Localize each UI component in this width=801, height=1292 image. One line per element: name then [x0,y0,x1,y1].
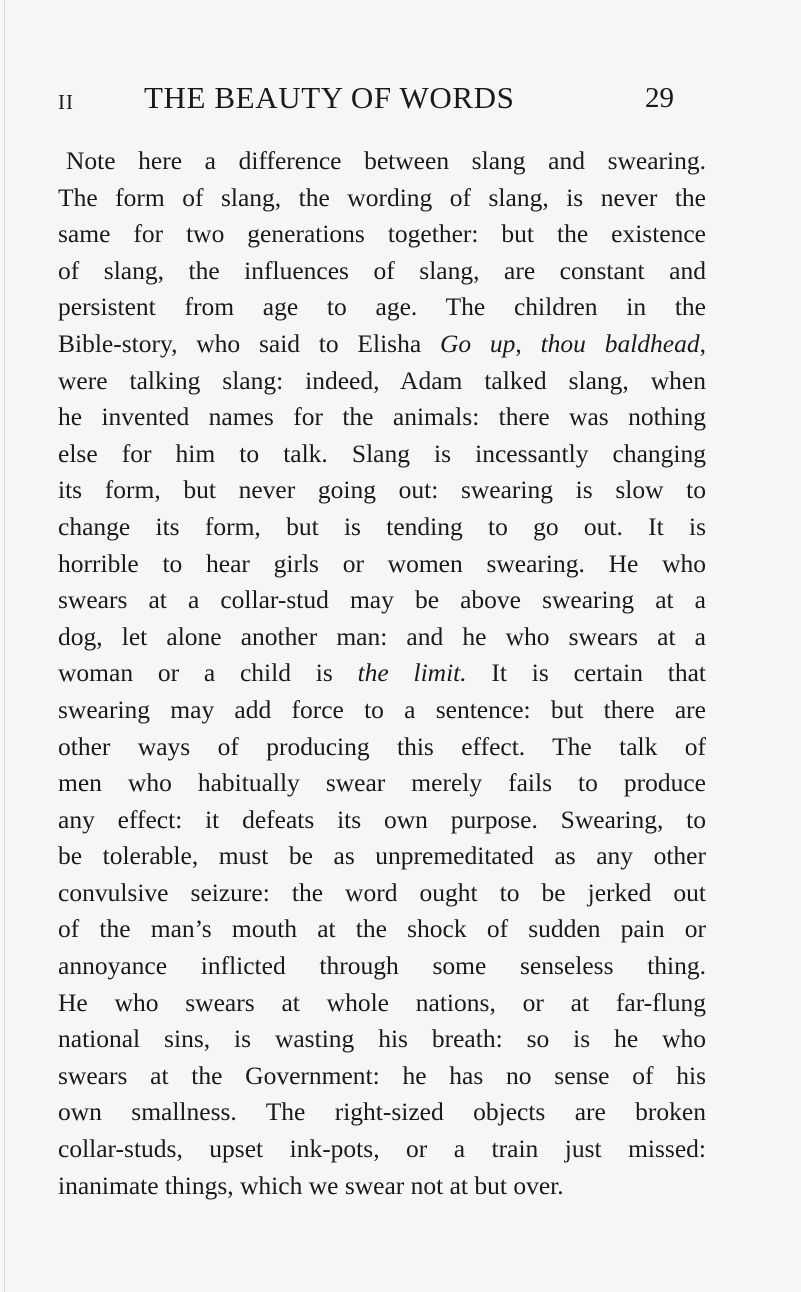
text-line: annoyance inflicted through some senseless thing. [58,951,706,981]
text-line: convulsive seizure: the word ought to be jerked out [58,877,706,907]
text-line: men who habitually swear merely fails to produce [58,768,706,798]
text-line: national sins, is wasting his breath: so is he who [58,1024,706,1054]
text-line: The form of slang, the wording of slang, is never the [58,182,706,212]
italic-phrase: Go up [439,328,516,358]
text-line: of slang, the influences of slang, are constant and [58,255,706,285]
body-paragraph [58,143,706,1204]
text-segment: , [515,328,541,358]
page-number: 29 [645,82,674,114]
page-edge-line [4,0,5,1292]
text-line: were talking slang: indeed, Adam talked slang, when [58,365,706,395]
text-line: be tolerable, must be as unpremeditated as any other [58,841,706,871]
chapter-number: II [58,90,74,114]
text-line: Note here a difference between slang and swearing. [66,146,706,175]
text-line: persistent from age to age. The children in the [58,292,706,322]
text-line: any effect: it defeats its own purpose. Swearing, to [58,804,706,834]
text-line [58,655,706,692]
text-line: same for two generations together: but the existence [58,219,706,249]
text-line: its form, but never going out: swearing is slow to [58,475,706,505]
text-line: else for him to talk. Slang is incessantly changing [58,438,706,468]
italic-phrase: thou baldhead [540,328,700,358]
text-line: dog, let alone another man: and he who swears at a [58,621,706,651]
text-segment: Bible-story, who said to Elisha [58,328,440,358]
running-title: THE BEAUTY OF WORDS [144,80,515,115]
text-line: swears at a collar-stud may be above swearing at a [58,585,706,615]
text-line: he invented names for the animals: there was nothing [58,402,706,432]
text-line [58,326,706,363]
text-line: change its form, but is tending to go out. It is [58,511,706,541]
text-line: He who swears at whole nations, or at far-flung [58,987,706,1017]
text-line: own smallness. The right-sized objects are broken [58,1097,706,1127]
text-segment: woman or a child is [58,658,358,688]
text-segment: , [699,328,706,358]
text-line: horrible to hear girls or women swearing. He who [58,548,706,578]
text-line: inanimate things, which we swear not at but over. [58,1170,564,1200]
text-line: swearing may add force to a sentence: but there are [58,694,706,724]
text-line: swears at the Government: he has no sense of his [58,1060,706,1090]
text-line: of the man’s mouth at the shock of sudden pain or [58,914,706,944]
italic-phrase: the limit. [357,658,467,688]
text-segment: It is certain that [466,658,706,688]
text-line: other ways of producing this effect. The talk of [58,731,706,761]
text-line: collar-studs, upset ink-pots, or a train just missed: [58,1134,706,1164]
running-header [0,80,801,124]
